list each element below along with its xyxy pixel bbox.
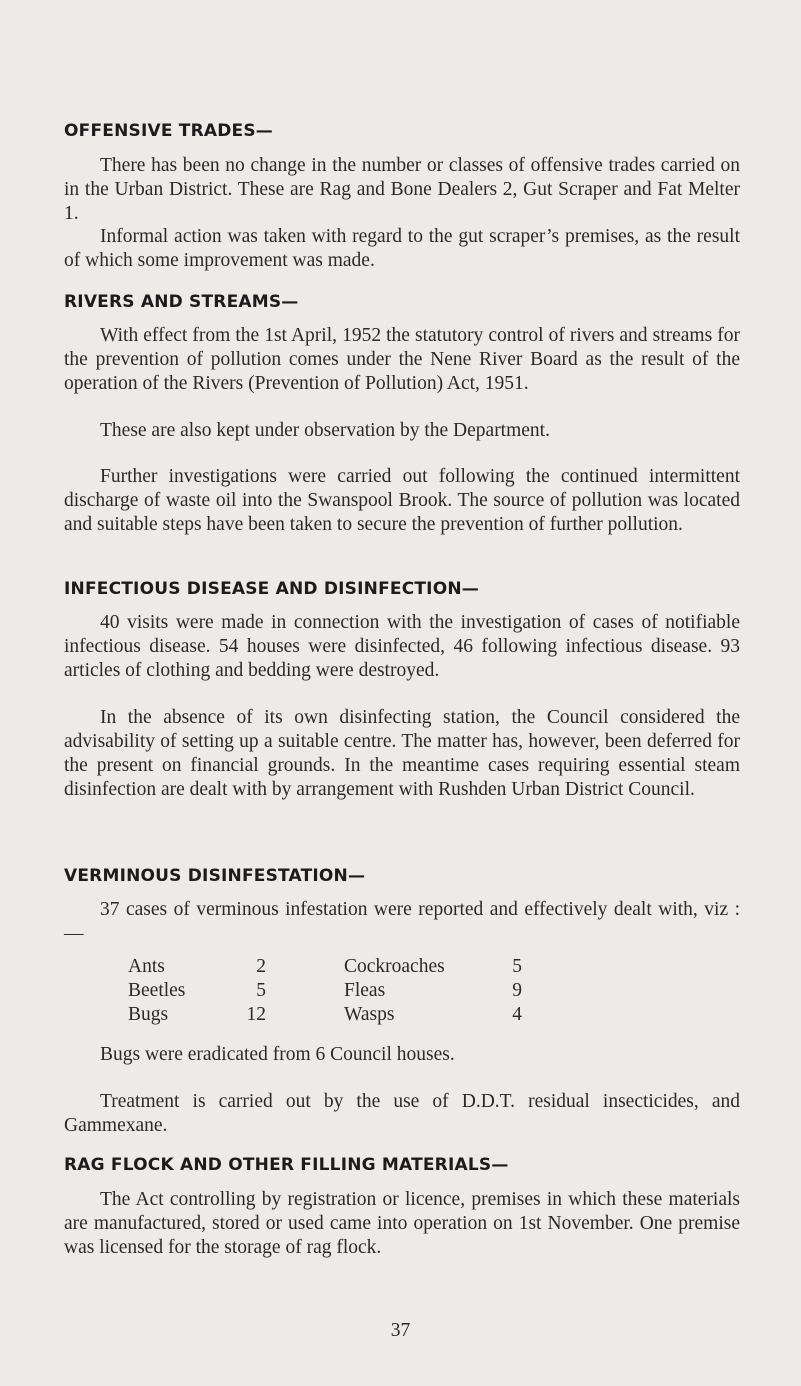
paragraph-infectious-1: 40 visits were made in connection with the investigation of cases of notifiable infectious disease. 54 houses were disinfected, 46 following infectious disease. 93 articles of clothing and bedding were destroyed. <box>64 612 740 681</box>
heading-infectious-disease: INFECTIOUS DISEASE AND DISINFECTION— <box>64 579 479 599</box>
pest-count: 5 <box>512 956 522 977</box>
pest-name: Wasps <box>344 1004 395 1025</box>
pest-count: 9 <box>512 980 522 1001</box>
paragraph-verminous-3: Treatment is carried out by the use of D.D.T. residual insecticides, and Gammexane. <box>64 1091 740 1136</box>
heading-rag-flock: RAG FLOCK AND OTHER FILLING MATERIALS— <box>64 1155 509 1175</box>
pest-count: 12 <box>246 1004 266 1025</box>
paragraph-offensive-2: Informal action was taken with regard to the gut scraper’s premises, as the result of which some improvement was made. <box>64 226 740 271</box>
paragraph-verminous-2: Bugs were eradicated from 6 Council houses. <box>100 1044 455 1065</box>
pest-name: Beetles <box>128 980 186 1001</box>
pest-count: 5 <box>256 980 266 1001</box>
page-number: 37 <box>390 1320 411 1341</box>
infestation-table <box>128 955 522 1027</box>
paragraph-rivers-1: With effect from the 1st April, 1952 the statutory control of rivers and streams for the prevention of pollution comes under the Nene River Board as the result of the operation of the Rivers (Prevention of Pollution) Act, 1951. <box>64 325 740 394</box>
paragraph-offensive-1: There has been no change in the number or classes of offensive trades carried on in the Urban District. These are Rag and Bone Dealers 2, Gut Scraper and Fat Melter 1. <box>64 155 740 224</box>
table-row <box>128 1003 522 1027</box>
pest-name: Ants <box>128 956 165 977</box>
heading-rivers-streams: RIVERS AND STREAMS— <box>64 292 299 312</box>
pest-count: 4 <box>512 1004 522 1025</box>
pest-name: Cockroaches <box>344 956 445 977</box>
table-row <box>128 955 522 979</box>
paragraph-infectious-2: In the absence of its own disinfecting station, the Council considered the advisability of setting up a suitable centre. The matter has, however, been deferred for the present on financial grounds. In the meantime cases requiring essential steam disinfection are dealt with by arrangement with Rushden Urban District Council. <box>64 707 740 800</box>
table-row <box>128 979 522 1003</box>
pest-name: Fleas <box>344 980 386 1001</box>
pest-name: Bugs <box>128 1004 169 1025</box>
paragraph-verminous-1: 37 cases of verminous infestation were reported and effectively dealt with, viz :— <box>64 899 740 944</box>
paragraph-rivers-2: These are also kept under observation by the Department. <box>100 420 550 441</box>
heading-verminous-disinfestation: VERMINOUS DISINFESTATION— <box>64 866 366 886</box>
paragraph-rivers-3: Further investigations were carried out following the continued intermittent discharge of waste oil into the Swanspool Brook. The source of pollution was located and suitable steps have been taken to secure the prevention of further pollution. <box>64 466 740 535</box>
pest-count: 2 <box>256 956 266 977</box>
paragraph-rag-1: The Act controlling by registration or licence, premises in which these materials are manufactured, stored or used came into operation on 1st November. One premise was licensed for the storage of rag flock. <box>64 1189 740 1258</box>
heading-offensive-trades: OFFENSIVE TRADES— <box>64 121 273 141</box>
